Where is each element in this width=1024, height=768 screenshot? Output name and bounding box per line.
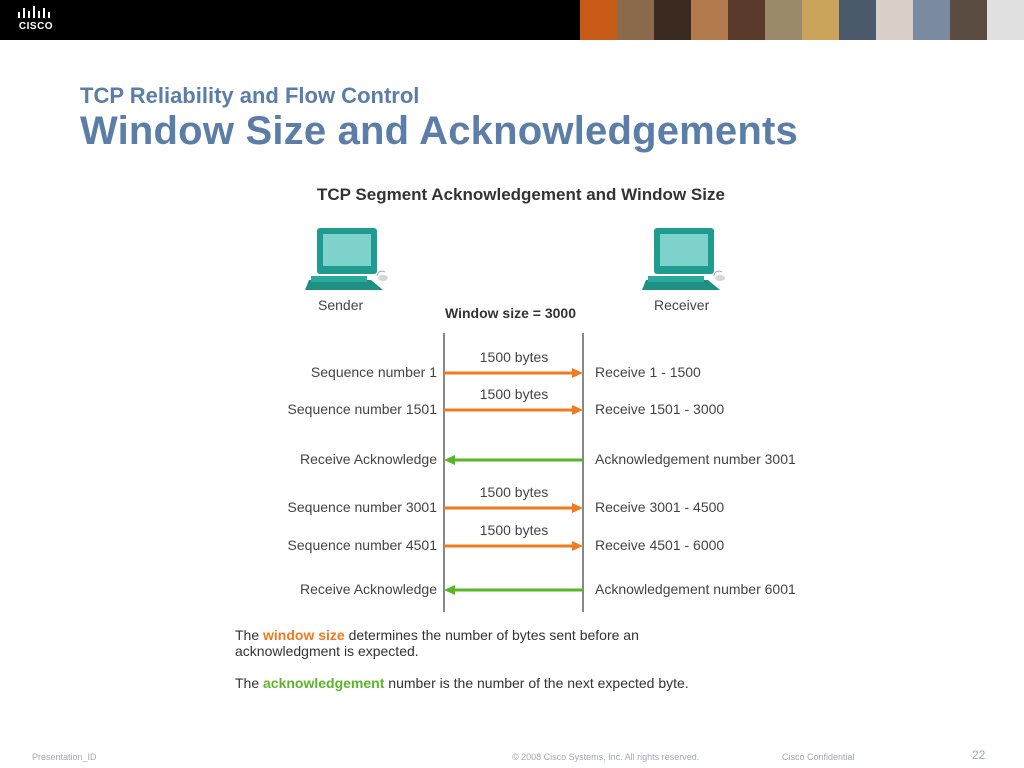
- bytes-label: 1500 bytes: [479, 522, 549, 538]
- note2-highlight: acknowledgement: [263, 675, 385, 691]
- receiver-event-label: Acknowledgement number 3001: [595, 451, 796, 467]
- sender-event-label: Sequence number 1501: [287, 401, 437, 417]
- bytes-label: 1500 bytes: [479, 386, 549, 402]
- bytes-label: 1500 bytes: [479, 349, 549, 365]
- logo-text: CISCO: [18, 21, 54, 32]
- arrow-right-icon: [572, 405, 583, 415]
- receiver-label: Receiver: [654, 297, 710, 313]
- sender-event-label: Sequence number 3001: [287, 499, 437, 515]
- receiver-event-label: Receive 1501 - 3000: [595, 401, 725, 417]
- arrow-right-icon: [572, 541, 583, 551]
- receiver-event-label: Receive 1 - 1500: [595, 364, 701, 380]
- page-number: 22: [972, 748, 986, 762]
- sender-event-label: Receive Acknowledge: [300, 581, 437, 597]
- note1-highlight: window size: [263, 627, 345, 643]
- note1-line2: acknowledgment is expected.: [235, 643, 419, 659]
- window-size-label: Window size = 3000: [445, 305, 576, 321]
- note2-post: number is the number of the next expected byte.: [384, 675, 689, 691]
- sender-event-label: Sequence number 4501: [287, 537, 437, 553]
- copyright: © 2008 Cisco Systems, Inc. All rights reserved.: [512, 752, 700, 762]
- sender-event-label: Sequence number 1: [310, 364, 437, 380]
- arrow-right-icon: [572, 368, 583, 378]
- bytes-label: 1500 bytes: [479, 484, 549, 500]
- sender-label: Sender: [318, 297, 364, 313]
- note-acknowledgement: [235, 675, 689, 691]
- note-window-size: [235, 627, 639, 659]
- receiver-event-label: Receive 4501 - 6000: [595, 537, 725, 553]
- arrow-left-icon: [444, 585, 455, 595]
- arrow-right-icon: [572, 503, 583, 513]
- sender-event-label: Receive Acknowledge: [300, 451, 437, 467]
- presentation-id: Presentation_ID: [32, 752, 97, 762]
- receiver-event-label: Receive 3001 - 4500: [595, 499, 725, 515]
- note1-pre: The: [235, 627, 264, 643]
- note2-pre: The: [235, 675, 264, 691]
- slide-title: Window Size and Acknowledgements: [80, 109, 798, 153]
- confidential-label: Cisco Confidential: [782, 752, 855, 762]
- note1-post: determines the number of bytes sent before an: [344, 627, 639, 643]
- arrow-left-icon: [444, 455, 455, 465]
- receiver-event-label: Acknowledgement number 6001: [595, 581, 796, 597]
- diagram-title: TCP Segment Acknowledgement and Window Size: [317, 185, 725, 204]
- slide-subtitle: TCP Reliability and Flow Control: [80, 83, 420, 108]
